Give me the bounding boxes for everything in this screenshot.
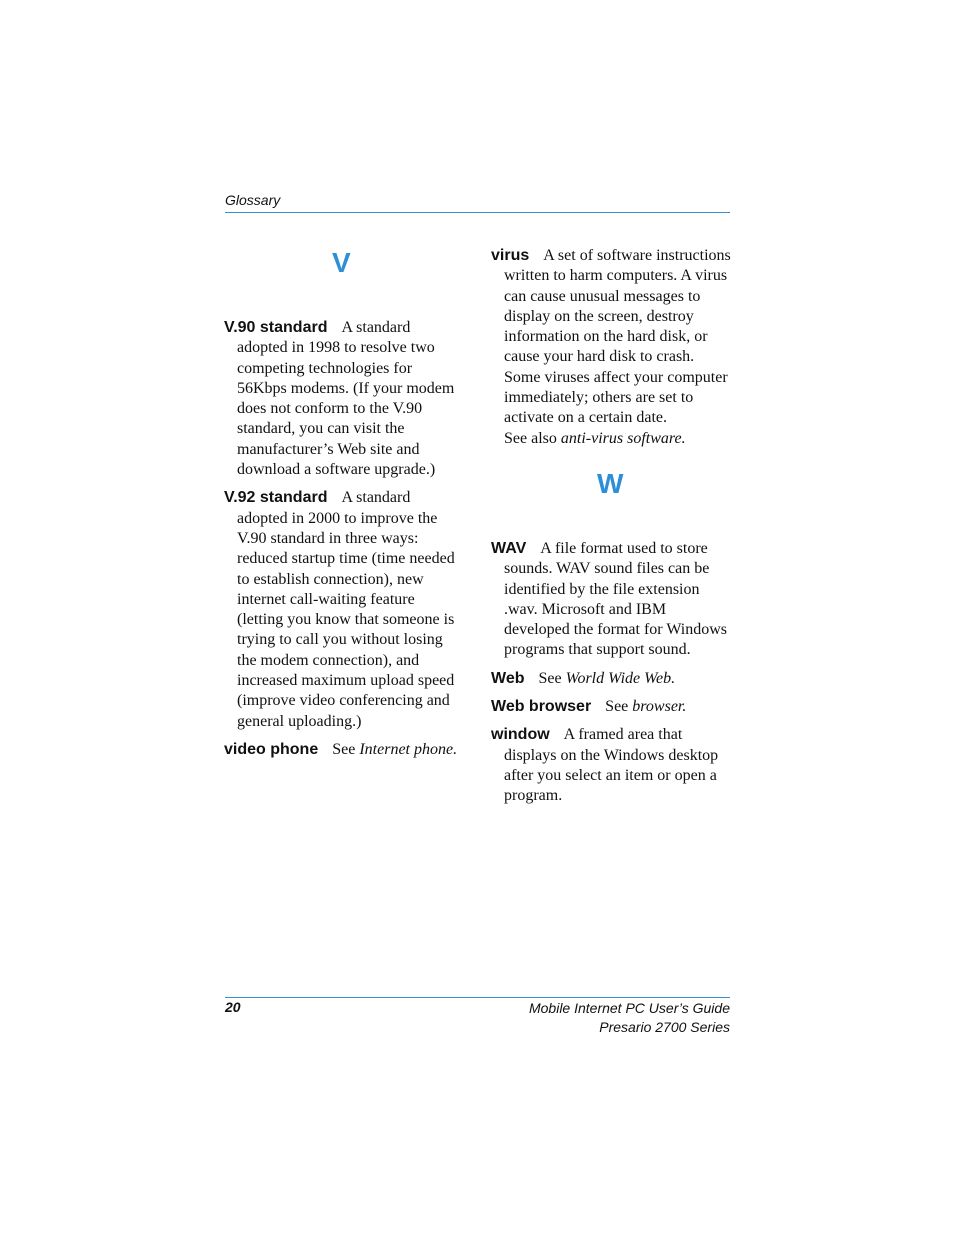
entry-definition: See: [605, 698, 629, 716]
entry-term: virus: [491, 247, 530, 264]
product-series: Presario 2700 Series: [599, 1019, 730, 1035]
left-column: [224, 246, 464, 768]
entry-definition: A standard adopted in 1998 to resolve two competing technologies for 56Kbps modems. (If your modem does not conform to the V.90 standard, you can visit the manufacturer’s Web site and download a software upgrade.): [237, 319, 455, 479]
footer-title: [529, 999, 730, 1037]
section-letter-v: V: [332, 247, 351, 278]
glossary-entry-window: [491, 725, 731, 806]
entry-term: V.90 standard: [224, 319, 328, 336]
guide-title: Mobile Internet PC User’s Guide: [528, 1000, 730, 1016]
right-column: [491, 246, 731, 815]
entry-term: Web browser: [491, 698, 592, 716]
entry-term: window: [491, 726, 550, 744]
entry-definition: A file format used to store sounds. WAV sound files can be identified by the file extension .wav. Microsoft and IBM developed the format for Windows programs that support sound.: [504, 539, 727, 659]
running-header: Glossary: [225, 192, 281, 208]
entry-term: WAV: [491, 539, 527, 557]
entry-definition: See: [538, 669, 562, 687]
page-number: 20: [225, 999, 241, 1015]
entry-term: Web: [491, 669, 525, 687]
entry-cross-reference: World Wide Web.: [565, 669, 676, 687]
entry-definition: A set of software instructions written to harm computers. A virus can cause unusual messages to display on the screen, destroy information on the hard disk, or cause your hard disk to crash. Some viruses affect your computer immediately; others are set to activate on a certain date.: [504, 247, 731, 427]
entry-definition: A framed area that displays on the Windows desktop after you select an item or open a program.: [504, 726, 719, 805]
glossary-entry-v92: [224, 488, 464, 732]
glossary-entry-wav: [491, 539, 731, 661]
entry-term: V.92 standard: [224, 489, 328, 507]
entry-cross-reference: Internet phone.: [359, 740, 458, 758]
entry-cross-reference: browser.: [632, 698, 687, 716]
header-rule: [225, 212, 730, 213]
glossary-entry-web: [491, 669, 731, 689]
section-letter-w: W: [597, 467, 624, 499]
glossary-entry-v90: [224, 318, 464, 480]
glossary-entry-video-phone: [224, 740, 464, 760]
entry-term: video phone: [224, 740, 319, 758]
glossary-entry-web-browser: [491, 697, 731, 717]
entry-cross-reference: anti-virus software.: [560, 429, 686, 447]
entry-definition: See: [332, 740, 356, 758]
entry-definition: A standard adopted in 2000 to improve the V.90 standard in three ways: reduced startup time (time needed to establish connection), new internet call-waiting feature (letting you know that someone is trying to call you without losing the modem connection), and increased maximum upload speed (improve video conferencing and general uploading.): [237, 489, 455, 730]
footer-rule: [225, 997, 730, 998]
entry-see-also: See also: [504, 429, 557, 447]
glossary-entry-virus: [491, 246, 731, 449]
